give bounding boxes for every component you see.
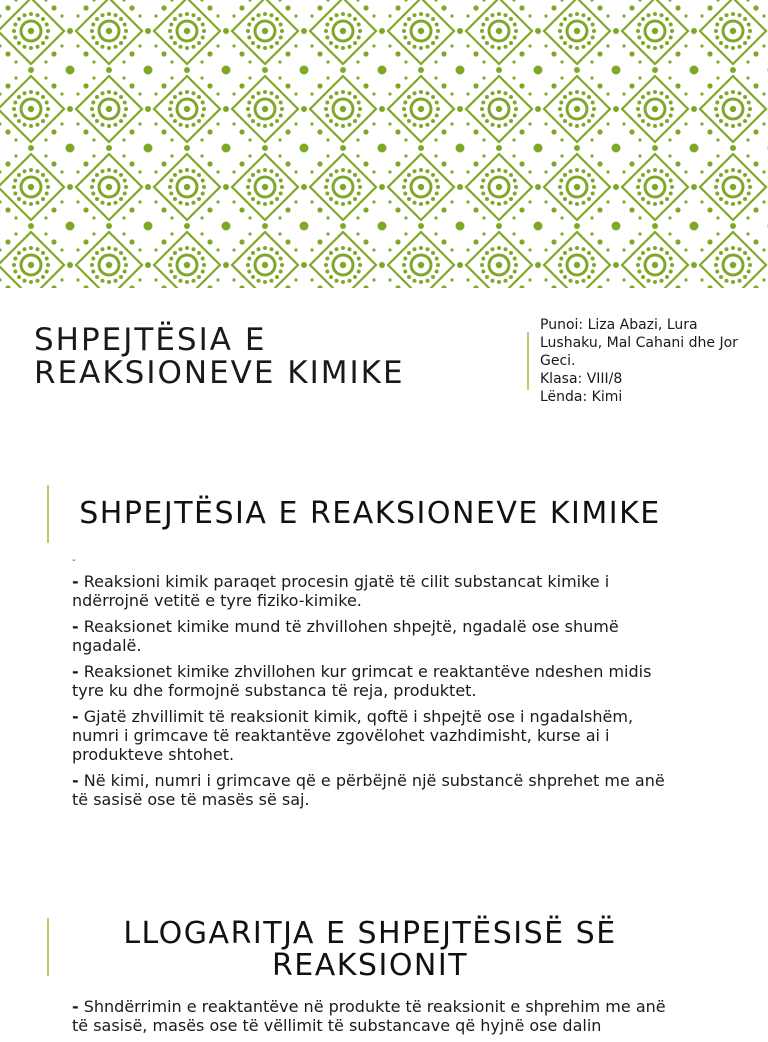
- empty-bullet: -: [72, 555, 76, 566]
- subject-line: Lënda: Kimi: [540, 389, 623, 405]
- bullet-list: [72, 554, 682, 816]
- green-geometric-pattern-icon: [0, 0, 768, 288]
- list-item: - Reaksionet kimike mund të zhvillohen shpejtë, ngadalë ose shumë ngadalë.: [72, 617, 619, 655]
- class-line: Klasa: VIII/8: [540, 371, 623, 387]
- authors-line: Punoi: Liza Abazi, Lura Lushaku, Mal Cahani dhe Jor Geci.: [540, 317, 738, 369]
- slide-heading: LLOGARITJA E SHPEJTËSISË SË REAKSIONIT: [123, 916, 617, 983]
- accent-divider: [47, 485, 49, 543]
- slide-heading: SHPEJTËSIA E REAKSIONEVE KIMIKE: [79, 496, 661, 531]
- author-info: [540, 316, 762, 406]
- title-slide: [0, 288, 768, 448]
- slide-reaction-speed: [0, 476, 768, 876]
- accent-divider: [527, 332, 529, 390]
- list-item: - Reaksioni kimik paraqet procesin gjatë të cilit substancat kimike i ndërrojnë vetitë e tyre fiziko-kimike.: [72, 572, 610, 610]
- list-item: - Në kimi, numri i grimcave që e përbëjnë një substancë shprehet me anë të sasisë ose të masës së saj.: [72, 771, 665, 809]
- slide-speed-calculation: [0, 912, 768, 1035]
- decorative-pattern-banner: [0, 0, 768, 288]
- list-item: - Reaksionet kimike zhvillohen kur grimcat e reaktantëve ndeshen midis tyre ku dhe formojnë substanca të reja, produktet.: [72, 662, 652, 700]
- accent-divider: [47, 918, 49, 976]
- presentation-title: SHPEJTËSIA E REAKSIONEVE KIMIKE: [34, 322, 405, 391]
- list-item: - Gjatë zhvillimit të reaksionit kimik, qoftë i shpejtë ose i ngadalshëm, numri i grimcave të reaktantëve zgovëlohet vazhdimisht, kurse ai i produkteve shtohet.: [72, 707, 634, 764]
- bullet-list: [72, 997, 682, 1042]
- list-item: - Shndërrimin e reaktantëve në produkte të reaksionit e shprehim me anë të sasisë, masës ose të vëllimit të substancave që hyjnë ose dalin: [72, 997, 666, 1035]
